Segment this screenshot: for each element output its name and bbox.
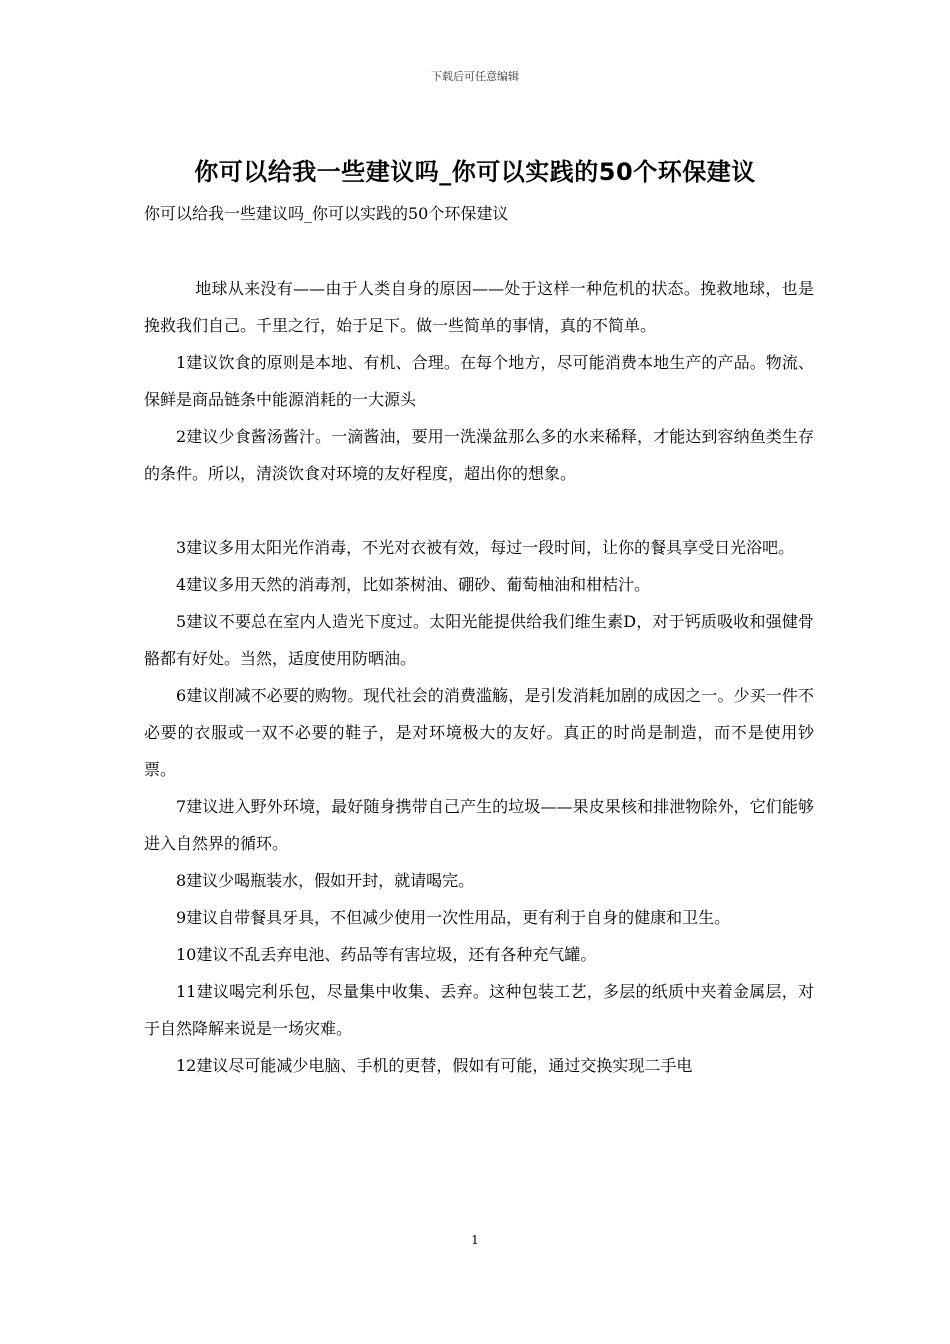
suggestion-7: 7建议进入野外环境，最好随身携带自己产生的垃圾——果皮果核和排泄物除外，它们能够进入自然界的循环。 — [144, 797, 814, 853]
suggestion-6: 6建议削减不必要的购物。现代社会的消费滥觞，是引发消耗加剧的成因之一。少买一件不必要的衣服或一双不必要的鞋子，是对环境极大的友好。真正的时尚是制造，而不是使用钞票。 — [144, 686, 814, 779]
page-number: 1 — [471, 1233, 479, 1247]
suggestion-5: 5建议不要总在室内人造光下度过。太阳光能提供给我们维生素D，对于钙质吸收和强健骨骼都有好处。当然，适度使用防晒油。 — [144, 612, 814, 668]
document-title: 你可以给我一些建议吗_你可以实践的50个环保建议 — [194, 158, 756, 186]
suggestion-1: 1建议饮食的原则是本地、有机、合理。在每个地方，尽可能消费本地生产的产品。物流、保鲜是商品链条中能源消耗的一大源头 — [144, 353, 814, 409]
suggestion-12: 12建议尽可能减少电脑、手机的更替，假如有可能，通过交换实现二手电 — [176, 1056, 693, 1075]
suggestion-10: 10建议不乱丢弃电池、药品等有害垃圾，还有各种充气罐。 — [176, 945, 597, 964]
suggestion-8: 8建议少喝瓶装水，假如开封，就请喝完。 — [176, 871, 475, 890]
suggestion-11: 11建议喝完利乐包，尽量集中收集、丢弃。这种包装工艺，多层的纸质中夹着金属层，对于自然降解来说是一场灾难。 — [144, 982, 814, 1038]
suggestion-4: 4建议多用天然的消毒剂，比如茶树油、硼砂、葡萄柚油和柑桔汁。 — [176, 575, 651, 594]
suggestion-9: 9建议自带餐具牙具，不但减少使用一次性用品，更有利于自身的健康和卫生。 — [176, 908, 731, 927]
page-header: 下载后可任意编辑 — [431, 70, 519, 83]
document-subtitle: 你可以给我一些建议吗_你可以实践的50个环保建议 — [144, 204, 509, 223]
suggestion-3: 3建议多用太阳光作消毒，不光对衣被有效，每过一段时间，让你的餐具享受日光浴吧。 — [176, 538, 795, 557]
document-body — [144, 270, 814, 1084]
intro-paragraph: 地球从来没有——由于人类自身的原因——处于这样一种危机的状态。挽救地球，也是挽救我们自己。千里之行，始于足下。做一些简单的事情，真的不简单。 — [144, 279, 814, 335]
suggestion-2: 2建议少食酱汤酱汁。一滴酱油，要用一洗澡盆那么多的水来稀释，才能达到容纳鱼类生存的条件。所以，清淡饮食对环境的友好程度，超出你的想象。 — [144, 427, 814, 483]
